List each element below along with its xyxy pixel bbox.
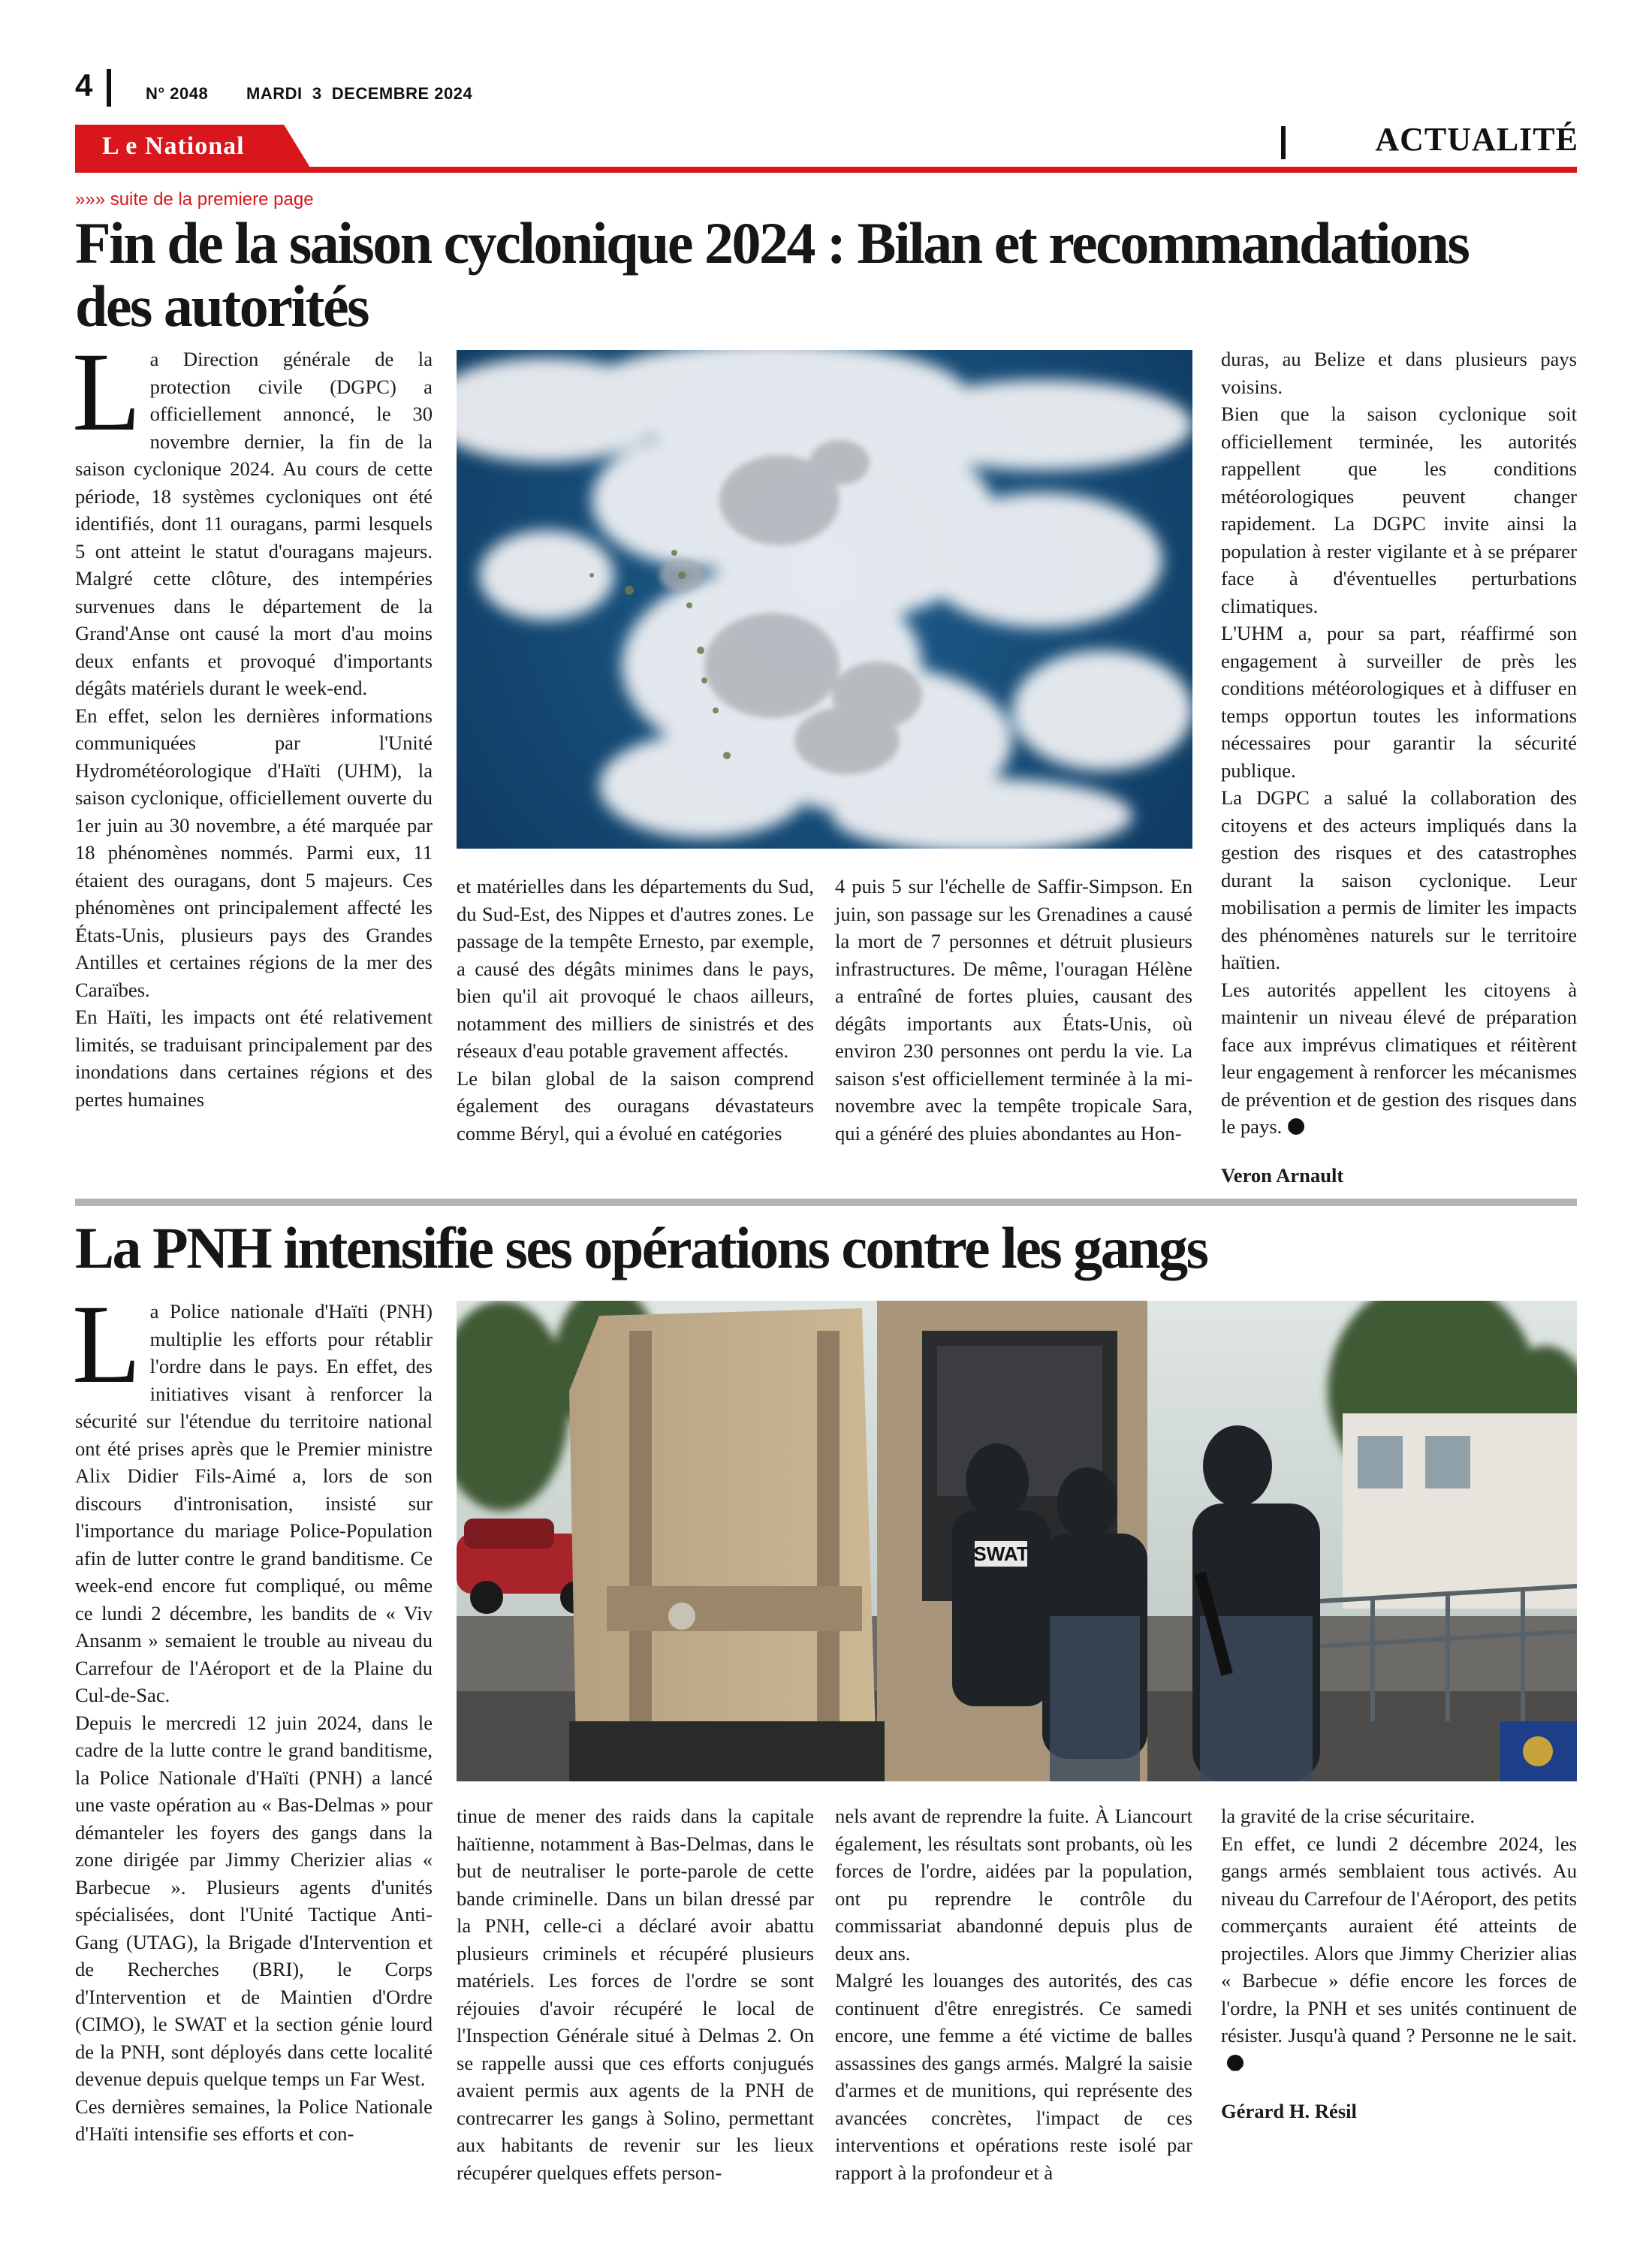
article2-col4	[1221, 1802, 1577, 2125]
article1-author: Veron Arnault	[1221, 1163, 1344, 1187]
article2-col4-p1: la gravité de la crise sécuritaire.	[1221, 1805, 1476, 1827]
article2-headline: La PNH intensifie ses opérations contre les gangs	[75, 1215, 1207, 1280]
article1-headline	[75, 212, 1584, 338]
article1-col2-p2: Le bilan global de la saison comprend également des ouragans dévastateurs comme Béryl, qui a évolué en catégories	[457, 1066, 814, 1145]
section-divider	[1281, 126, 1286, 159]
issue-number: N° 2048	[146, 84, 209, 103]
satellite-photo	[457, 350, 1192, 849]
page-number-divider	[107, 69, 111, 107]
issue-date: MARDI 3 DECEMBRE 2024	[246, 84, 473, 103]
article1-col1-p3: En Haïti, les impacts ont été relativement limités, se traduisant principalement par des inondations dans certaines régions et des pertes humaines	[75, 1006, 433, 1111]
section-title: ACTUALITÉ	[1375, 121, 1578, 158]
article2-author: Gérard H. Résil	[1221, 2100, 1357, 2122]
page-number: 4	[75, 68, 93, 103]
article2-col3-p1: nels avant de reprendre la fuite. À Liancourt également, les résultats sont probants, où les forces de l'ordre, aidées par la population, ont pu reprendre le contrôle du commissariat abandonné depuis plus de deux ans.	[835, 1805, 1192, 1965]
header-rule	[75, 167, 1577, 173]
article2-col1-p1: a Police nationale d'Haïti (PNH) multiplie les efforts pour rétablir l'ordre dans le pays. En effet, des initiatives visant à renforcer la sécurité sur l'étendue du territoire national ont été prises après que le Premier ministre Alix Didier Fils-Aimé a, lors de son discours d'intronisation, insisté sur l'importance du mariage Police-Population afin de lutter contre le grand banditisme. Ce week-end encore fut compliqué, ou même ce lundi 2 décembre, les bandits de « Viv Ansanm » semaient le trouble au niveau du Carrefour de l'Aéroport et de la Plaine du Cul-de-Sac.	[75, 1300, 433, 1706]
continued-kicker: »»» suite de la premiere page	[75, 189, 314, 210]
article1-headline-line1: Fin de la saison cyclonique 2024 : Bilan et recommandations	[75, 210, 1469, 276]
satellite-cloud-graphic	[457, 350, 1192, 849]
article1-col4	[1221, 345, 1577, 1189]
article2-col1	[72, 1282, 433, 2148]
brand-name: L e National	[102, 132, 245, 160]
article2-col1-p3: Ces dernières semaines, la Police Nationale d'Haïti intensifie ses efforts et con-	[75, 2095, 433, 2145]
article1-col1-p1: a Direction générale de la protection civile (DGPC) a officiellement annoncé, le 30 novembre dernier, la fin de la saison cyclonique 2024. Au cours de cette période, 18 systèmes cycloniques ont été identifiés, dont 11 ouragans, parmi lesquels 5 ont atteint le statut d'ouragans majeurs. Malgré cette clôture, des intempéries survenues dans le département de la Grand'Anse ont causé la mort d'au moins deux enfants et provoqué d'importants dégâts matériels durant le week-end.	[75, 348, 433, 699]
article2-col3	[835, 1802, 1192, 2186]
article-divider	[75, 1199, 1577, 1206]
article1-col4-p3: L'UHM a, pour sa part, réaffirmé son engagement à surveiller de près les conditions météorologiques et à diffuser en temps opportun toutes les informations nécessaires pour garantir la sécurité publique.	[1221, 622, 1577, 782]
article2-col2-p1: tinue de mener des raids dans la capitale haïtienne, notamment à Bas-Delmas, dans le but de neutraliser le porte-parole de cette bande criminelle. Dans un bilan dressé par la PNH, celle-ci a déclaré avoir abattu plusieurs criminels et récupéré plusieurs matériels. Les forces de l'ordre se sont réjouies d'avoir récupéré le local de l'Inspection Générale situé à Delmas 2. On se rappelle aussi que ces efforts conjugués avaient permis aux agents de la PNH de contrecarrer les gangs à Solino, permettant aux habitants de revenir sur les lieux récupérer quelques effets person-	[457, 1805, 814, 2184]
article1-headline-line2: des autorités	[75, 273, 368, 339]
end-of-article-icon	[1227, 2055, 1244, 2071]
article1-col4-p1: duras, au Belize et dans plusieurs pays voisins.	[1221, 348, 1577, 398]
article2-dropcap: L	[72, 1282, 141, 1407]
swat-scene-graphic	[457, 1301, 1577, 1781]
article1-col2-p1: et matérielles dans les départements du Sud, du Sud-Est, des Nippes et d'autres zones. Le passage de la tempête Ernesto, par exemple, a causé des dégâts minimes dans le pays, bien qu'il ait provoqué le chaos ailleurs, notamment des milliers de sinistrés et des réseaux d'eau potable gravement affectés.	[457, 875, 814, 1062]
article2-col3-p2: Malgré les louanges des autorités, des cas continuent d'être enregistrés. Ce samedi encore, une femme a été victime de balles assassines des gangs armés. Malgré la saisie d'armes et de munitions, qui représente des avancées concrètes, l'impact de ces interventions et opérations reste isolé par rapport à la profondeur et à	[835, 1969, 1192, 2184]
article1-col4-p2: Bien que la saison cyclonique soit officiellement terminée, les autorités rappellent que les conditions météorologiques peuvent changer rapidement. La DGPC invite ainsi la population à rester vigilante et à se préparer face à d'éventuelles perturbations climatiques.	[1221, 403, 1577, 617]
swat-photo	[457, 1301, 1577, 1781]
swat-patch-label: SWAT	[973, 1543, 1029, 1565]
article1-dropcap: L	[72, 330, 141, 454]
article1-col4-p5: Les autorités appellent les citoyens à maintenir un niveau élevé de préparation face aux imprévus climatiques et réitèrent leur engagement à renforcer les mécanismes de prévention et de gestion des risques dans le pays.	[1221, 978, 1577, 1138]
article1-col1	[72, 330, 433, 1113]
article1-col2	[457, 873, 814, 1147]
article1-col1-p2: En effet, selon les dernières informations communiquées par l'Unité Hydrométéorologique d'Haïti (UHM), la saison cyclonique, officiellement ouverte du 1er juin au 30 novembre, a été marquée par 18 phénomènes nommés. Parmi eux, 11 étaient des ouragans, dont 5 majeurs. Ces phénomènes ont principalement affecté les États-Unis, plusieurs pays des Grandes Antilles et certaines régions de la mer des Caraïbes.	[75, 704, 433, 1001]
end-of-article-icon	[1288, 1118, 1304, 1135]
article2-col4-p2: En effet, ce lundi 2 décembre 2024, les gangs armés semblaient tous activés. Au niveau du Carrefour de l'Aéroport, des petits commerçants auraient été atteints de projectiles. Alors que Jimmy Cherizier alias « Barbecue » défie encore les forces de l'ordre, la PNH et ses unités continuent de résister. Jusqu'à quand ? Personne ne le sait.	[1221, 1832, 1577, 2046]
article2-col2	[457, 1802, 814, 2186]
article2-col1-p2: Depuis le mercredi 12 juin 2024, dans le cadre de la lutte contre le grand banditisme, la Police Nationale d'Haïti (PNH) a lancé une vaste opération au « Bas-Delmas » pour démanteler les foyers des gangs dans la zone dirigée par Jimmy Cherizier alias « Barbecue ». Plusieurs agents d'unités spécialisées, dont l'Unité Tactique Anti-Gang (UTAG), la Brigade d'Intervention et de Recherches (BRI), le Corps d'Intervention et de Maintien d'Ordre (CIMO), le SWAT et la section génie lourd de la PNH, sont déployés dans cette localité devenue depuis quelque temps un Far West.	[75, 1711, 433, 2090]
article1-col3-p1: 4 puis 5 sur l'échelle de Saffir-Simpson. En juin, son passage sur les Grenadines a causé la mort de 7 personnes et détruit plusieurs infrastructures. De même, l'ouragan Hélène a entraîné de fortes pluies, causant des dégâts importants aux États-Unis, où environ 230 personnes ont perdu la vie. La saison s'est officiellement terminée à la mi-novembre avec la tempête tropicale Sara, qui a généré des pluies abondantes au Hon-	[835, 875, 1192, 1145]
article1-col3	[835, 873, 1192, 1147]
article1-col4-p4: La DGPC a salué la collaboration des citoyens et des acteurs impliqués dans la gestion des risques et des catastrophes durant la saison cyclonique. Leur mobilisation a permis de limiter les impacts des phénomènes naturels sur le territoire haïtien.	[1221, 786, 1577, 973]
